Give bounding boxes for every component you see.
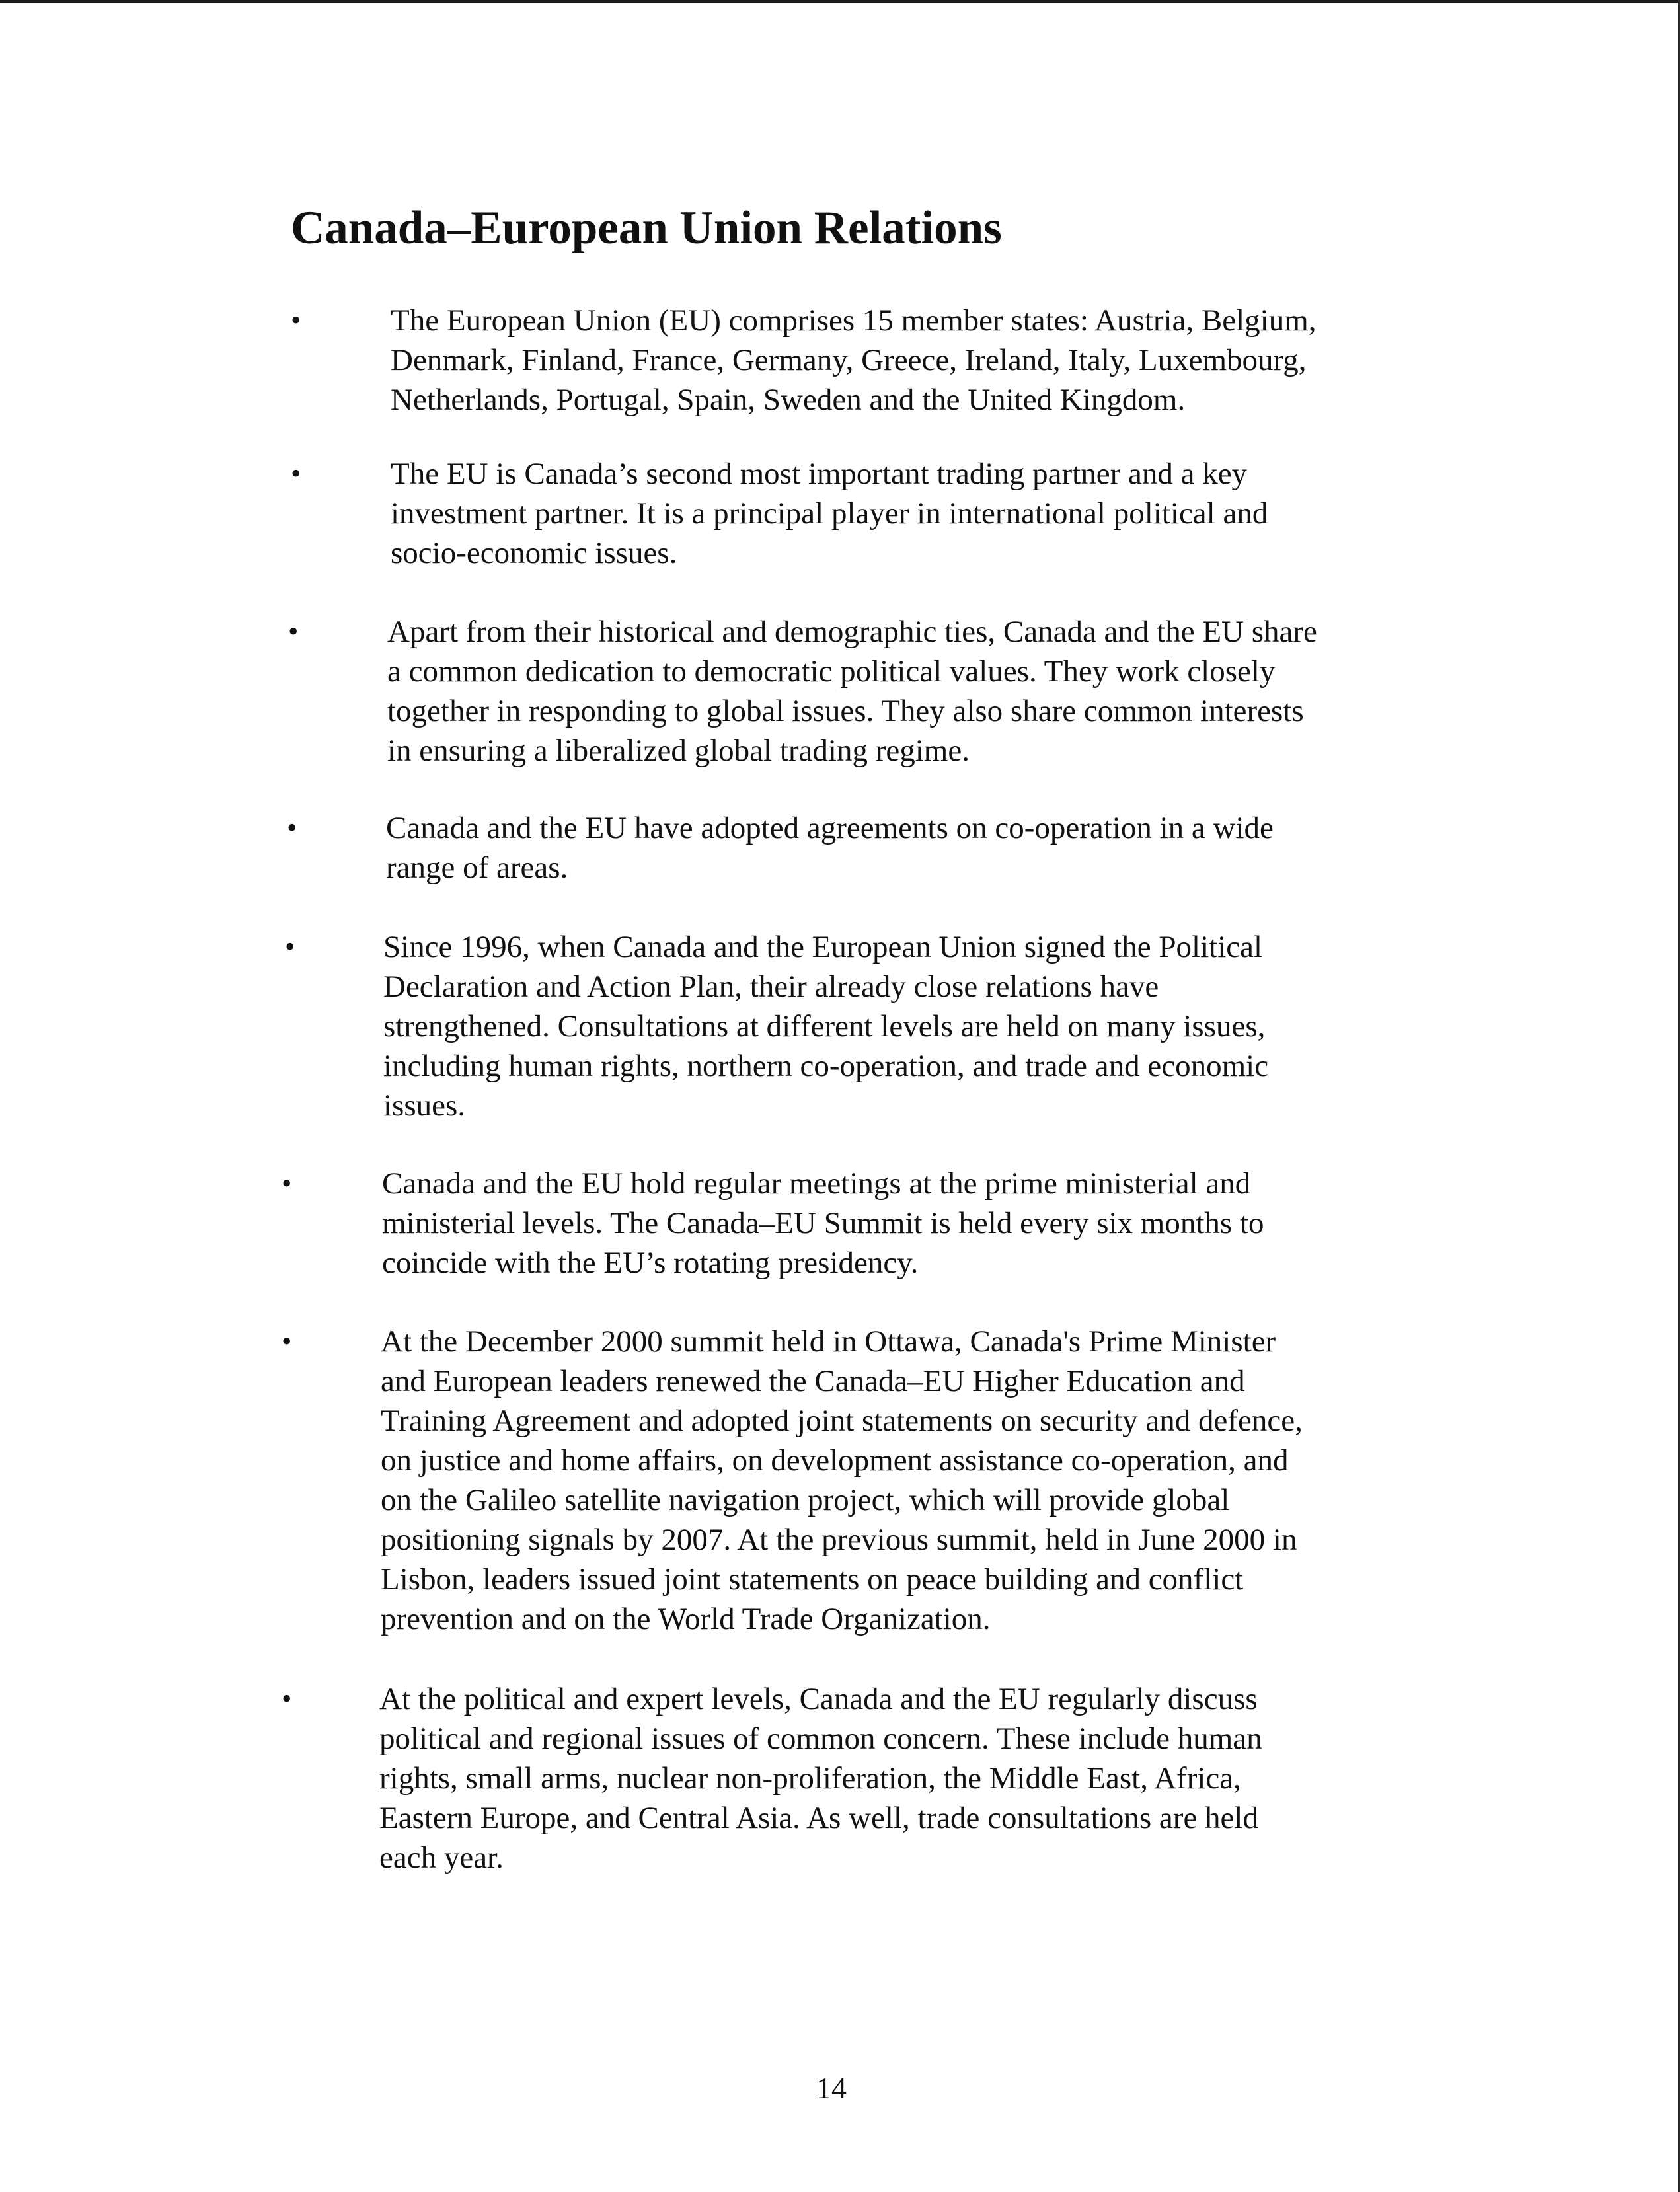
text-line: socio-economic issues. bbox=[391, 536, 677, 570]
text-line: issues. bbox=[383, 1088, 466, 1123]
bullet-text bbox=[387, 612, 1317, 771]
text-line: prevention and on the World Trade Organization. bbox=[381, 1602, 991, 1636]
text-line: The European Union (EU) comprises 15 member states: Austria, Belgium, bbox=[391, 303, 1317, 338]
bullet-icon: • bbox=[291, 304, 301, 336]
page-number: 14 bbox=[816, 2071, 847, 2105]
text-line: rights, small arms, nuclear non-proliferation, the Middle East, Africa, bbox=[379, 1761, 1241, 1795]
bullet-text bbox=[386, 808, 1274, 888]
text-line: Canada and the EU have adopted agreements on co-operation in a wide bbox=[386, 811, 1274, 845]
text-line: on justice and home affairs, on development assistance co-operation, and bbox=[381, 1443, 1289, 1478]
text-line: Lisbon, leaders issued joint statements on peace building and conflict bbox=[381, 1562, 1244, 1597]
text-line: in ensuring a liberalized global trading regime. bbox=[387, 734, 970, 768]
text-line: including human rights, northern co-operation, and trade and economic bbox=[383, 1049, 1269, 1083]
text-line: The EU is Canada’s second most important trading partner and a key bbox=[391, 457, 1248, 491]
text-line: political and regional issues of common concern. These include human bbox=[379, 1721, 1262, 1756]
bullet-text bbox=[383, 927, 1268, 1125]
bullet-icon: • bbox=[291, 457, 301, 490]
text-line: strengthened. Consultations at different levels are held on many issues, bbox=[383, 1009, 1266, 1043]
bullet-text bbox=[381, 1322, 1303, 1639]
bullet-icon: • bbox=[282, 1682, 292, 1715]
bullet-text bbox=[391, 454, 1268, 573]
text-line: Apart from their historical and demographic ties, Canada and the EU share bbox=[387, 615, 1317, 649]
text-line: Training Agreement and adopted joint statements on security and defence, bbox=[381, 1404, 1303, 1438]
text-line: a common dedication to democratic political values. They work closely bbox=[387, 654, 1276, 689]
bullet-text bbox=[379, 1679, 1262, 1877]
bullet-icon: • bbox=[282, 1325, 292, 1357]
text-line: on the Galileo satellite navigation project, which will provide global bbox=[381, 1483, 1230, 1517]
text-line: Netherlands, Portugal, Spain, Sweden and the United Kingdom. bbox=[391, 383, 1186, 417]
text-line: Declaration and Action Plan, their already close relations have bbox=[383, 969, 1159, 1004]
bullet-icon: • bbox=[285, 930, 295, 963]
text-line: together in responding to global issues. They also share common interests bbox=[387, 694, 1304, 728]
text-line: Eastern Europe, and Central Asia. As well, trade consultations are held bbox=[379, 1801, 1258, 1835]
bullet-icon: • bbox=[282, 1167, 292, 1199]
text-line: Denmark, Finland, France, Germany, Greece, Ireland, Italy, Luxembourg, bbox=[391, 343, 1307, 377]
bullet-icon: • bbox=[287, 812, 297, 844]
bullet-text bbox=[382, 1164, 1264, 1283]
text-line: At the political and expert levels, Canada and the EU regularly discuss bbox=[379, 1682, 1258, 1716]
text-line: range of areas. bbox=[386, 850, 568, 885]
text-line: positioning signals by 2007. At the previous summit, held in June 2000 in bbox=[381, 1523, 1297, 1557]
bullet-text bbox=[391, 301, 1317, 420]
text-line: investment partner. It is a principal player in international political and bbox=[391, 496, 1268, 531]
bullet-icon: • bbox=[288, 615, 299, 648]
text-line: ministerial levels. The Canada–EU Summit is held every six months to bbox=[382, 1206, 1264, 1240]
text-line: Since 1996, when Canada and the European Union signed the Political bbox=[383, 930, 1263, 964]
text-line: At the December 2000 summit held in Ottawa, Canada's Prime Minister bbox=[381, 1324, 1276, 1359]
text-line: Canada and the EU hold regular meetings at the prime ministerial and bbox=[382, 1166, 1251, 1201]
text-line: each year. bbox=[379, 1840, 504, 1875]
page-title: Canada–European Union Relations bbox=[291, 202, 1002, 254]
text-line: and European leaders renewed the Canada–EU Higher Education and bbox=[381, 1364, 1245, 1398]
text-line: coincide with the EU’s rotating presidency. bbox=[382, 1246, 919, 1280]
